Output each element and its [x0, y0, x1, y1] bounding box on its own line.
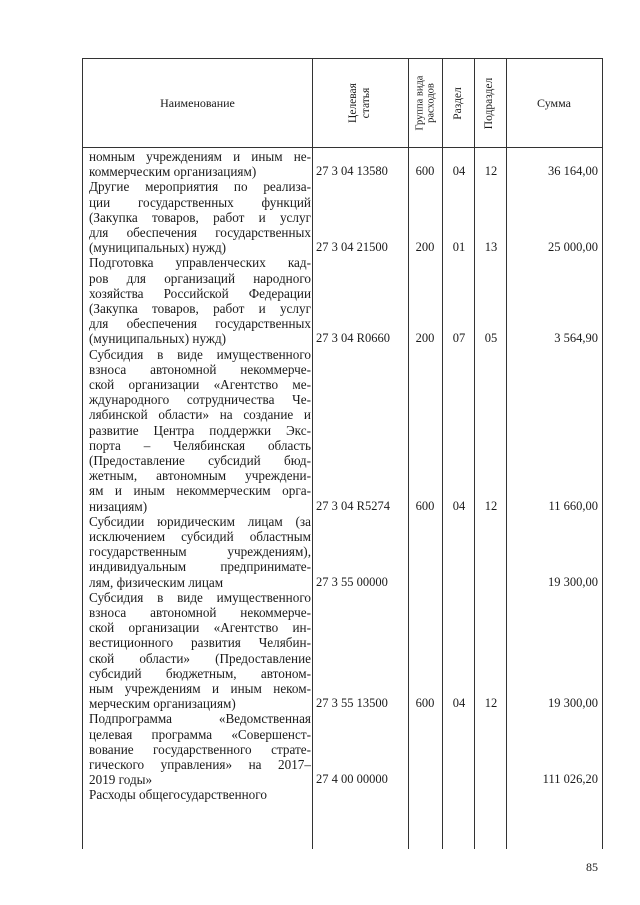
header-sum-cell: [506, 59, 602, 147]
row-target: 27 3 04 21500: [316, 240, 388, 255]
row-section: 04: [452, 498, 466, 513]
row-name-line: Субсидия в виде имущественного: [89, 589, 311, 605]
row-name-line: Другие мероприятия по реализа-: [89, 179, 311, 195]
row-name-line: гического управления» на 2017–: [89, 757, 311, 772]
row-name: [89, 787, 311, 802]
row-name-line: Расходы общегосударственного: [89, 787, 267, 803]
row-section: 04: [452, 696, 466, 711]
row-section: 07: [452, 331, 466, 346]
row-name-line: вование государственного страте-: [89, 741, 311, 757]
row-group: 600: [415, 696, 435, 711]
row-name: [89, 514, 311, 590]
row-group: 600: [415, 498, 435, 513]
row-name-line: Субсидии юридическим лицам (за: [89, 513, 311, 529]
row-name: [89, 179, 311, 255]
row-target: 27 3 55 13500: [316, 696, 388, 711]
header-name-cell: [83, 59, 312, 147]
row-name-line: порта – Челябинская область: [89, 437, 311, 453]
row-name-line: лям, физическим лицам: [89, 574, 224, 590]
row-sum: 11 660,00: [548, 498, 598, 513]
row-subsection: 12: [484, 696, 498, 711]
row-sum: 3 564,90: [554, 331, 598, 346]
row-name-line: ждународного сотрудничества Че-: [89, 392, 311, 408]
row-sum: 36 164,00: [548, 164, 598, 179]
row-name-line: ям и иным некоммерческим орга-: [89, 483, 311, 499]
row-name: [89, 590, 311, 712]
row-name-line: ской организации «Агентство ин-: [89, 620, 311, 636]
row-name-line: ров для организаций народного: [89, 270, 311, 286]
header-group-line1: Группа вида: [414, 75, 425, 131]
row-name: [89, 149, 311, 179]
row-target: 27 3 55 00000: [316, 574, 388, 589]
row-name-line: развитие Центра поддержки Экс-: [89, 422, 311, 438]
row-name-line: Подготовка управленческих кад-: [89, 255, 311, 271]
column-divider: [506, 59, 507, 849]
table-header: [83, 59, 602, 148]
row-name-line: лябинской области» на создание и: [89, 407, 311, 423]
column-divider: [442, 59, 443, 849]
row-name-line: Подпрограмма «Ведомственная: [89, 711, 311, 727]
row-name-line: взноса автономной некоммерче-: [89, 605, 311, 620]
row-section: 01: [452, 240, 466, 255]
header-group-line2: расходов: [425, 83, 436, 123]
row-sum: 111 026,20: [542, 772, 598, 787]
row-name-line: (Предоставление субсидий бюд-: [89, 453, 311, 469]
row-name-line: (муниципальных) нужд): [89, 240, 227, 256]
header-group: [414, 76, 436, 131]
row-name-line: вестиционного развития Челябин-: [89, 635, 311, 651]
row-name-line: хозяйства Российской Федерации: [89, 285, 311, 301]
row-name-line: Субсидия в виде имущественного: [89, 346, 311, 362]
budget-table: [82, 58, 603, 849]
row-name-line: номным учреждениям и иным не-: [89, 149, 311, 164]
row-sum: 19 300,00: [548, 574, 598, 589]
row-sum: 25 000,00: [548, 240, 598, 255]
header-subsection: Подраздел: [483, 77, 496, 129]
row-section: 04: [452, 164, 466, 179]
header-target-cell: [312, 59, 408, 147]
page-number: 85: [586, 860, 598, 874]
row-name: [89, 347, 311, 514]
header-group-cell: [408, 59, 442, 147]
row-group: 200: [415, 331, 435, 346]
row-name-line: 2019 годы»: [89, 772, 153, 788]
column-divider: [312, 59, 313, 849]
row-subsection: 12: [484, 164, 498, 179]
header-name: Наименование: [160, 95, 235, 110]
row-name-line: (Закупка товаров, работ и услуг: [89, 209, 311, 225]
row-name-line: исключением субсидий областным: [89, 529, 311, 544]
row-subsection: 13: [484, 240, 498, 255]
row-name: [89, 711, 311, 787]
column-divider: [474, 59, 475, 849]
row-name-line: государственным учреждениям),: [89, 544, 311, 560]
header-section-cell: [442, 59, 474, 147]
row-name-line: мерческим организациям): [89, 696, 236, 712]
row-name-line: (Закупка товаров, работ и услуг: [89, 301, 311, 316]
header-target: [347, 83, 373, 123]
row-name: [89, 255, 311, 346]
row-name-line: целевая программа «Совершенст-: [89, 726, 311, 742]
row-name-line: взноса автономной некоммерче-: [89, 361, 311, 377]
header-target-line1: Целевая: [347, 83, 359, 123]
row-target: 27 3 04 13580: [316, 164, 388, 179]
column-divider: [408, 59, 409, 849]
row-name-line: для обеспечения государственных: [89, 316, 311, 332]
row-name-line: ской организации «Агентство ме-: [89, 377, 311, 392]
header-sum: Сумма: [537, 95, 571, 110]
row-name-line: ской области» (Предоставление: [89, 650, 311, 666]
row-target: 27 3 04 R0660: [316, 331, 390, 346]
row-name-line: низациям): [89, 498, 148, 514]
row-name-line: ным учреждениям и иным неком-: [89, 681, 311, 697]
header-target-line2: статья: [360, 87, 372, 119]
row-name-line: (муниципальных) нужд): [89, 331, 227, 347]
row-name-line: индивидуальным предпринимате-: [89, 559, 311, 575]
row-name-line: для обеспечения государственных: [89, 225, 311, 240]
row-target: 27 3 04 R5274: [316, 498, 390, 513]
row-name-line: коммерческим организациям): [89, 164, 257, 180]
header-section: Раздел: [451, 86, 464, 120]
row-target: 27 4 00 00000: [316, 772, 388, 787]
row-group: 600: [415, 164, 435, 179]
row-subsection: 12: [484, 498, 498, 513]
row-group: 200: [415, 240, 435, 255]
row-name-line: жетным, автономным учреждени-: [89, 468, 311, 484]
header-subsection-cell: [474, 59, 506, 147]
row-name-line: субсидий бюджетным, автоном-: [89, 665, 311, 681]
row-name-line: ции государственных функций: [89, 194, 311, 210]
row-sum: 19 300,00: [548, 696, 598, 711]
row-subsection: 05: [484, 331, 498, 346]
